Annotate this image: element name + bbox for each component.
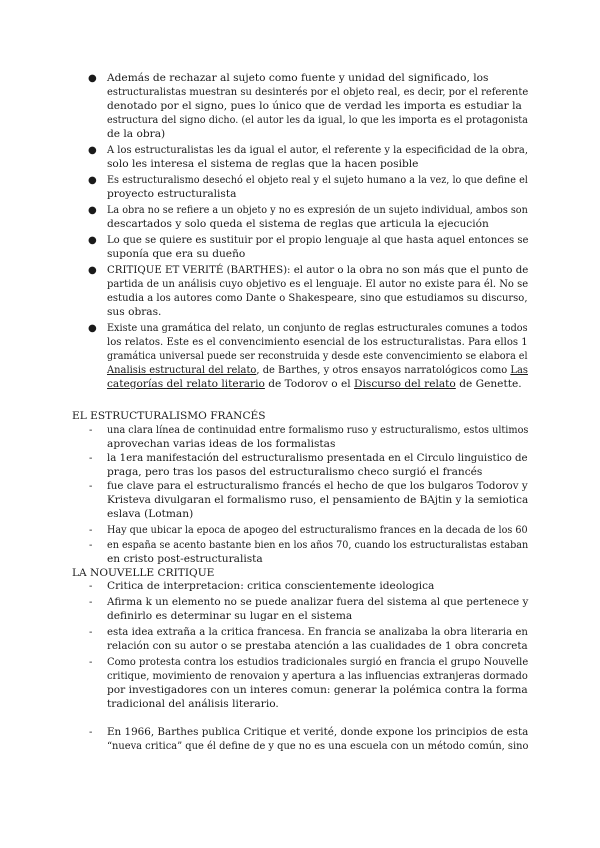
- text-line: en cristo post-estructuralista: [107, 553, 263, 565]
- text-line: aprovechan varias ideas de los formalistas: [107, 438, 336, 450]
- text-line: la 1era manifestación del estructuralismo presentada en el Circulo linguistico de: [107, 452, 528, 464]
- bullet-list: [0, 0, 600, 400]
- text-line: tradicional del análisis literario.: [107, 698, 279, 710]
- text-line: por investigadores con un interes comun: generar la polémica contra la forma: [107, 684, 528, 696]
- dash-marker: -: [89, 597, 93, 608]
- section-heading: EL ESTRUCTURALISMO FRANCÉS: [72, 410, 266, 422]
- text-line: fue clave para el estructuralismo francés el hecho de que los bulgaros Todorov y: [107, 480, 528, 492]
- text-line: CRITIQUE ET VERITÉ (BARTHES): el autor o la obra no son más que el punto de: [107, 264, 529, 276]
- book-title-link: Analisis estructural del relato: [107, 364, 257, 376]
- text-line: en españa se acento bastante bien en los años 70, cuando los estructuralistas estaban: [107, 539, 529, 551]
- book-title-link: Las: [510, 364, 528, 376]
- text-span: de Genette.: [455, 378, 522, 390]
- dash-marker: -: [89, 425, 93, 436]
- dash-marker: -: [89, 627, 93, 638]
- text-line: definirlo es determinar su lugar en el sistema: [107, 610, 353, 622]
- text-line: los relatos. Este es el convencimiento esencial de los estructuralistas. Para ellos 1: [107, 336, 528, 348]
- text-line: A los estructuralistas les da igual el autor, el referente y la especificidad de la obra,: [107, 144, 529, 156]
- text-line: una clara línea de continuidad entre formalismo ruso y estructuralismo, estos ultimos: [107, 424, 529, 436]
- text-line: La obra no se refiere a un objeto y no es expresión de un sujeto individual, ambos son: [107, 204, 528, 216]
- text-line: “nueva critica” que él define de y que no es una escuela con un método común, sino: [107, 740, 529, 752]
- text-line: praga, pero tras los pasos del estructuralismo checo surgió el francés: [107, 466, 483, 478]
- text-line: Es estructuralismo desechó el objeto real y el sujeto humano a la vez, lo que define el: [107, 174, 528, 186]
- dash-marker: -: [89, 525, 93, 536]
- text-line: relación con su autor o se prestaba atención a las cualidades de 1 obra concreta: [107, 640, 528, 652]
- text-line: denotado por el signo, pues lo único que de verdad les importa es estudiar la: [107, 100, 522, 112]
- text-line: sus obras.: [107, 306, 162, 318]
- text-line: proyecto estructuralista: [107, 188, 237, 200]
- text-line: descartados y solo queda el sistema de reglas que articula la ejecución: [107, 218, 489, 230]
- text-line: Lo que se quiere es sustituir por el propio lenguaje al que hasta aquel entonces se: [107, 234, 529, 246]
- text-line: eslava (Lotman): [107, 508, 194, 520]
- text-line: gramática universal puede ser reconstruida y desde este convencimiento se elabora el: [107, 350, 528, 362]
- text-line: esta idea extraña a la critica francesa. En francia se analizaba la obra literaria en: [107, 626, 528, 638]
- text-span: de Todorov o el: [264, 378, 355, 390]
- dash-marker: -: [89, 581, 93, 592]
- bullet-marker: ●: [88, 323, 97, 334]
- bullet-marker: ●: [88, 145, 97, 156]
- dash-list: [0, 420, 600, 570]
- text-line: solo les interesa el sistema de reglas que la hacen posible: [107, 158, 419, 170]
- book-title-link: Discurso del relato: [354, 378, 456, 390]
- bullet-marker: ●: [88, 175, 97, 186]
- text-line: Existe una gramática del relato, un conjunto de reglas estructurales comunes a todos: [107, 322, 528, 334]
- text-span: , de Barthes, y otros ensayos narratológicos como: [256, 364, 511, 376]
- dash-list: [0, 578, 600, 778]
- text-line: suponía que era su dueño: [107, 248, 246, 260]
- section-heading: LA NOUVELLE CRITIQUE: [72, 567, 215, 579]
- book-title-link: categorías del relato literario: [107, 378, 265, 390]
- dash-marker: -: [89, 453, 93, 464]
- text-line: estructura del signo dicho. (el autor les da igual, lo que les importa es el protagonista: [107, 114, 528, 126]
- dash-marker: -: [89, 540, 93, 551]
- text-line: [107, 378, 522, 391]
- text-line: Como protesta contra los estudios tradicionales surgió en francia el grupo Nouvelle: [107, 656, 529, 668]
- dash-marker: -: [89, 657, 93, 668]
- text-line: Kristeva divulgaran el formalismo ruso, el pensamiento de BAjtin y la semiotica: [107, 494, 529, 506]
- bullet-marker: ●: [88, 235, 97, 246]
- text-line: Hay que ubicar la epoca de apogeo del estructuralismo frances en la decada de los 60: [107, 524, 528, 536]
- text-line: estudia a los autores como Dante o Shakespeare, sino que estudiamos su discurso,: [107, 292, 528, 304]
- text-line: En 1966, Barthes publica Critique et verité, donde expone los principios de esta: [107, 726, 529, 738]
- text-line: [107, 364, 528, 377]
- bullet-marker: ●: [88, 265, 97, 276]
- text-line: estructuralistas muestran su desinterés por el objeto real, es decir, por el referente: [107, 86, 529, 98]
- bullet-marker: ●: [88, 73, 97, 84]
- text-line: de la obra): [107, 128, 166, 140]
- text-line: Critica de interpretacion: critica conscientemente ideologica: [107, 580, 435, 592]
- dash-marker: -: [89, 481, 93, 492]
- bullet-marker: ●: [88, 205, 97, 216]
- text-line: Afirma k un elemento no se puede analizar fuera del sistema al que pertenece y: [107, 596, 529, 608]
- text-line: critique, movimiento de renovaion y apertura a las influencias extranjeras dormado: [107, 670, 528, 682]
- text-line: Además de rechazar al sujeto como fuente y unidad del significado, los: [107, 72, 489, 84]
- dash-marker: -: [89, 727, 93, 738]
- text-line: partida de un análisis cuyo objetivo es el lenguaje. El autor no existe para él. No se: [107, 278, 529, 290]
